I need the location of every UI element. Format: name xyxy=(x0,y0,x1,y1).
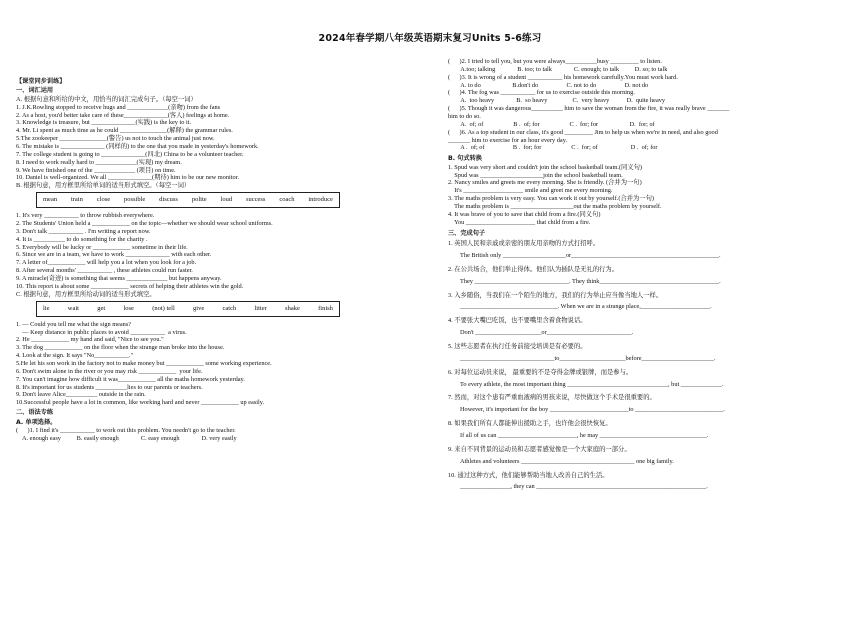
question-item: 4. Mr. Li spent as much time as he could _______________(解释) the grammar rules. xyxy=(16,127,233,135)
partB-conversion-heading: B. 句式转换 xyxy=(448,155,482,163)
mc-line: A.too; talking B. too; to talk C. enough; to talk D. so; to talk xyxy=(448,65,668,73)
translation-prompt: 1. 英国人民和亲戚或亲密的朋友用亲吻的方式打招呼。 xyxy=(448,240,600,248)
translation-prompt: 7. 然而，对这个患有严重血液病的男孩来说，尽快做这个手术是很重要的。 xyxy=(448,394,656,402)
translation-list xyxy=(448,240,848,491)
mc-line: ( )6. As a top student in our class, it's good _________ Jim to help us when we're in need, and also good xyxy=(448,128,718,136)
question-item: 6. The mistake is ______________ (同样的) to the one that you made in yesterday's homework. xyxy=(16,143,259,151)
question-item: 1. It's very ___________ to throw rubbish everywhere. xyxy=(16,212,155,220)
translation-prompt: 5. 这些志愿者在执行任务前接受培训是有必要的。 xyxy=(448,342,587,350)
mc-line: ( )4. The fog was ___________ for us to exercise outside this morning. xyxy=(448,89,635,97)
word-bank-item: coach xyxy=(279,196,295,204)
mc-line: ( )3. It is wrong of a student ___________ his homework carefully.You must work hard. xyxy=(448,73,678,81)
question-item: 6. Since we are in a team, we have to work ______________ with each other. xyxy=(16,251,212,259)
word-bank-item: mean xyxy=(43,196,58,204)
partC-list xyxy=(16,321,424,407)
mc-question-1: ( )1. I find it's ___________ to work out this problem. You needn't go to the teacher. xyxy=(16,426,236,434)
conversion-list xyxy=(448,164,848,227)
part1-heading: 一、词汇运用 xyxy=(16,87,54,95)
translation-answer-line: _______________________________. When we are in a strange place,______________________. xyxy=(460,303,712,311)
word-bank-item: wait xyxy=(67,304,79,312)
word-bank-item: give xyxy=(193,304,205,312)
word-bank-item: polite xyxy=(191,196,207,204)
question-item: 5.He let his son work in the factory not to make money but ____________ some working experience. xyxy=(16,359,272,367)
conversion-line: 1. Spud was very short and couldn't join the school basketball team.(同义句) xyxy=(448,163,643,171)
mc-options-1: A. enough easy B. easily enough C. easy enough D. very easily xyxy=(16,434,237,442)
word-bank-item: catch xyxy=(222,304,237,312)
mc-line: A . of; of B . for; for C . for; of D . of; for xyxy=(448,144,658,152)
question-item: 9. We have finished one of the _____________ (项目) on time. xyxy=(16,166,176,174)
mc-line: A. to do B.don't do C. not to do D. not do xyxy=(448,81,649,89)
section-sync-heading: 【课堂同步训练】 xyxy=(16,78,66,85)
word-bank-item: lose xyxy=(123,304,134,312)
question-item: 3. Don't talk ___________ . I'm writing a report now. xyxy=(16,227,151,235)
question-item: 2. As a host, you'd better take care of these______________(客人) feelings at home. xyxy=(16,111,230,119)
translation-answer-line: They ______________________________. They think______________________________________. xyxy=(460,277,721,285)
question-item: 2. He ____________ my hand and said, "Nice to see you." xyxy=(16,336,164,344)
translation-prompt: 4. 不要张大嘴巴吃饭，也不要嘴里含着食物说话。 xyxy=(448,317,587,325)
question-item: 1. — Could you tell me what the sign means? xyxy=(16,320,132,328)
part2-heading: 二、语法专练 xyxy=(16,409,54,417)
right-column xyxy=(448,58,848,497)
translation-prompt: 6. 对每位运动员来说， 最重要的不是夺得金牌或银牌，而是参与。 xyxy=(448,368,633,376)
translation-prompt: 8. 如果我们所有人都能伸出援助之手，也许他会很快恢复。 xyxy=(448,420,612,428)
left-column xyxy=(16,76,424,443)
partB-instructions: B. 根据句意，用方框里所给单词的适当形式填空。（每空一词） xyxy=(16,182,191,190)
mc-line: A. too heavy B. so heavy C. very heavy D. quite heavy xyxy=(448,97,666,105)
part2A-heading: A. 单项选择。 xyxy=(16,418,57,426)
translation-prompt: 2. 在公共场合，他们举止得体。他们认为插队是无礼的行为。 xyxy=(448,265,619,273)
conversion-line: The maths problem is ____________________out the maths problem by yourself. xyxy=(448,203,662,211)
question-item: 10.Successful people have a lot in common, like working hard and never ____________ up easily. xyxy=(16,399,265,407)
question-item: 6. Don't swim alone in the river or you may risk ____________ your life. xyxy=(16,367,203,375)
word-bank-item: lie xyxy=(43,304,50,312)
partC-instructions: C. 根据句意，用方框里所给动词的适当形式填空。 xyxy=(16,290,156,298)
conversion-line: 3. The maths problem is very easy. You can work it out by yourself.(合并为一句) xyxy=(448,195,655,203)
partB-list xyxy=(16,212,424,291)
mc-line: A. of; of B . of; for C . for; for D. for; of xyxy=(448,120,655,128)
page-title: 2024年春学期八年级英语期末复习Units 5-6练习 xyxy=(318,33,542,44)
translation-answer-line: If all of us can _________________________, he may __________________________________. xyxy=(460,431,709,439)
translation-answer-line: To every athlete, the most important thing ________________________________, but _____________. xyxy=(460,380,724,388)
word-bank-item: introduce xyxy=(308,196,333,204)
translation-answer-line: Don't _____________________or___________________________. xyxy=(460,329,634,337)
translation-prompt: 3. 入乡随俗，当我们在一个陌生的地方，我们的行为举止应当像当地人一样。 xyxy=(448,291,663,299)
part3-heading: 三、完成句子 xyxy=(448,229,486,237)
question-item: 5.The zookeeper _______________(警告) us not to touch the animal just now. xyxy=(16,135,215,143)
question-item: 3. The dog ____________ on the floor when the strange man broke into the house. xyxy=(16,344,225,352)
mc-line: ( )5. Though it was dangerous__________ him to save the woman from the fire, it was really brave _______ xyxy=(448,105,730,113)
word-bank-item: possible xyxy=(123,196,146,204)
conversion-line: You ______________________ that child from a fire. xyxy=(448,218,591,226)
question-item: 4. It is __________ to do something for the charity . xyxy=(16,235,148,243)
question-item: 9. A miracle(奇迹) is something that seems _____________ but happens anyway. xyxy=(16,275,222,283)
translation-answer-line: Athletes and volunteers ____________________________________ one big family. xyxy=(460,457,674,465)
question-item: 7. You can't imagine how difficult it was____________ all the maths homework yesterday. xyxy=(16,375,245,383)
question-item: 8. After several months' ___________ , these athletes could run faster. xyxy=(16,267,193,275)
question-item: 4. Look at the sign. It says "No___________." xyxy=(16,352,134,360)
question-item: 7. The college student is going to ______________(四北) China to be a volunteer teacher. xyxy=(16,150,244,158)
partB-word-box xyxy=(36,192,340,208)
partA-instructions: A. 根据句意和所给的中文，用恰当的词汇完成句子。（每空一词） xyxy=(16,95,197,103)
question-item: 8. It's important for us students __________lies to our parents or teachers. xyxy=(16,383,203,391)
word-bank-item: litter xyxy=(254,304,267,312)
question-item: 10. This report is about some ____________ secrets of helping their athletes win the gold. xyxy=(16,282,244,290)
partC-word-box xyxy=(36,301,340,317)
partA-list xyxy=(16,104,424,183)
word-bank-item: loud xyxy=(220,196,233,204)
question-item: 2. The Students' Union held a ____________ on the topic—whether we should wear school uniforms. xyxy=(16,220,273,228)
word-bank-item: train xyxy=(70,196,83,204)
question-item: 10. Daniel is well-organized. We all ______________(期待) him to be our new monitor. xyxy=(16,174,239,182)
word-bank-item: (not) tell xyxy=(152,304,175,312)
translation-answer-line: However, it's important for the boy _________________________to ____________________________. xyxy=(460,406,725,414)
word-bank-item: finish xyxy=(318,304,333,312)
word-bank-item: shake xyxy=(285,304,300,312)
translation-answer-line: ________________, they can ______________________________________________________. xyxy=(460,483,708,491)
question-item: 7. A letter of____________ will help you a lot when you look for a job. xyxy=(16,259,197,267)
question-item: 1. J.K.Rowling stopped to receive hugs and _____________(亲吻) from the fans xyxy=(16,103,221,111)
translation-prompt: 9. 来自不同背景的运动员和志愿者感觉像是一个大家庭的一部分。 xyxy=(448,445,631,453)
translation-prompt: 10. 通过这种方式，他们能够帮助当地人改善自己的生活。 xyxy=(448,471,609,479)
question-item: 8. I need to work really hard to _____________(实现) my dream. xyxy=(16,158,182,166)
mc-line: him to do so. xyxy=(448,113,481,121)
word-bank-item: get xyxy=(97,304,106,312)
conversion-line: Spud was ____________________join the school basketball team. xyxy=(448,171,623,179)
question-item: — Keep distance in public places to avoid ___________ a virus. xyxy=(16,328,187,336)
mc-line: _______ him to exercise for an hour every day. xyxy=(448,136,568,144)
question-item: 9. Don't leave Alice__________ outside in the rain. xyxy=(16,391,146,399)
question-item: 3. Knowledge is treasure, but ______________(实践) is the key to it. xyxy=(16,119,192,127)
question-item: 5. Everybody will be lucky or ____________ sometime in their life. xyxy=(16,243,188,251)
conversion-line: 4. It was brave of you to save that child from a fire.(同义句) xyxy=(448,210,601,218)
word-bank-item: close xyxy=(96,196,111,204)
mc-list xyxy=(448,58,848,152)
conversion-line: 2. Nancy smiles and greets me every morning. She is friendly. (合并为一句) xyxy=(448,179,642,187)
translation-answer-line: The British only ____________________or_______________________________________________. xyxy=(460,251,721,259)
word-bank-item: success xyxy=(245,196,266,204)
word-bank-item: discuss xyxy=(159,196,178,204)
mc-line: ( )2. I tried to tell you, but you were always__________busy _________ to listen. xyxy=(448,58,662,65)
conversion-line: It's ___________________ smile and greet me every morning. xyxy=(448,187,613,195)
translation-answer-line: ______________________________to_____________________before_______________________. xyxy=(460,354,716,362)
